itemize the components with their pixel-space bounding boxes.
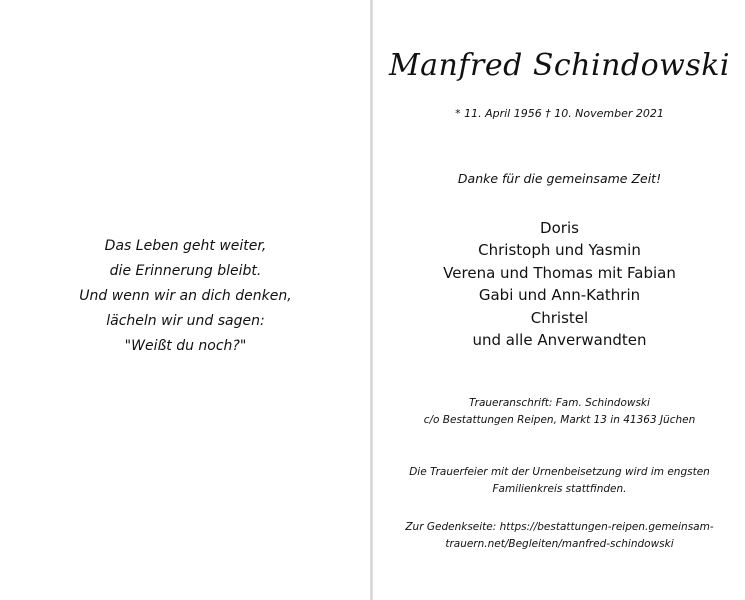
ceremony-note (374, 464, 745, 498)
poem-line: die Erinnerung bleibt. (109, 263, 262, 279)
ceremony-line: Familienkreis stattfinden. (492, 483, 627, 495)
family-member: und alle Anverwandten (472, 330, 647, 349)
poem-line: Und wenn wir an dich denken, (79, 288, 292, 304)
right-page (374, 0, 745, 600)
poem-line: Das Leben geht weiter, (104, 238, 267, 254)
poem-line: lächeln wir und sagen: (106, 313, 265, 329)
life-dates: * 11. April 1956 † 10. November 2021 (455, 107, 664, 120)
family-list (374, 217, 745, 351)
family-member: Christoph und Yasmin (478, 241, 641, 260)
address-line: Traueranschrift: Fam. Schindowski (469, 397, 650, 409)
address-line: c/o Bestattungen Reipen, Markt 13 in 41363 Jüchen (423, 414, 696, 426)
page-fold-divider (370, 0, 373, 600)
thanks-line: Danke für die gemeinsame Zeit! (457, 171, 662, 186)
poem-line: "Weißt du noch?" (124, 338, 247, 354)
memorial-line: Zur Gedenkseite: https://bestattungen-reipen.gemeinsam- (405, 521, 714, 533)
family-member: Verena und Thomas mit Fabian (443, 263, 676, 282)
ceremony-line: Die Trauerfeier mit der Urnenbeisetzung wird im engsten (409, 466, 710, 478)
family-member: Doris (540, 219, 579, 237)
mourning-address (374, 395, 745, 429)
memorial-line: trauern.net/Begleiten/manfred-schindowski (445, 538, 674, 550)
family-member: Christel (530, 308, 589, 327)
family-member: Gabi und Ann-Kathrin (478, 286, 641, 305)
poem (0, 234, 371, 359)
deceased-name: Manfred Schindowski (388, 48, 731, 83)
left-page (0, 0, 371, 600)
memorial-page-link (374, 519, 745, 553)
